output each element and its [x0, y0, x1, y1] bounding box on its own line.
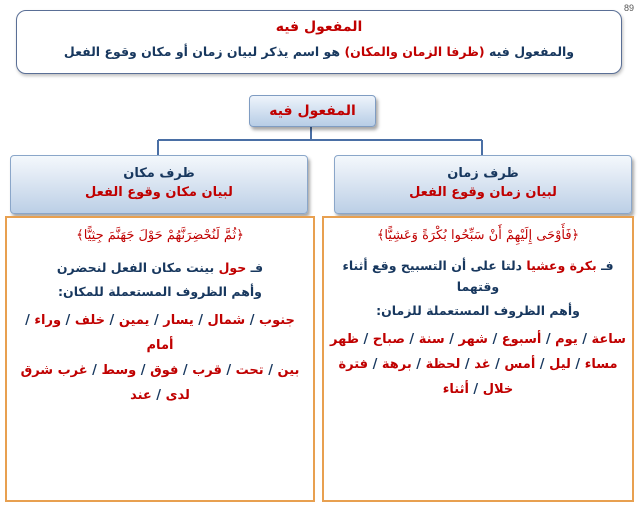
time-explanation-cont: وقتهما	[456, 279, 500, 294]
word-separator: /	[245, 313, 260, 328]
adverb-word: فوق	[150, 363, 179, 378]
adverb-word: أسبوع	[501, 332, 542, 347]
place-explanation	[7, 257, 313, 278]
word-separator: /	[577, 332, 592, 347]
definition-end: هو اسم يذكر لبيان زمان أو مكان وقوع الفعل	[63, 44, 341, 59]
word-separator: /	[404, 332, 419, 347]
word-separator: /	[368, 357, 382, 372]
adverb-word: أمام	[146, 338, 174, 353]
place-words-list	[7, 308, 313, 408]
time-words-line	[330, 327, 626, 352]
word-separator: /	[149, 313, 164, 328]
word-separator: /	[136, 363, 151, 378]
word-separator: /	[221, 363, 236, 378]
place-words-line	[13, 383, 307, 408]
adverb-word: غرب شرق	[20, 363, 88, 378]
place-words-line	[13, 308, 307, 358]
word-separator: /	[358, 332, 373, 347]
adverb-word: يسار	[163, 313, 194, 328]
definition-text	[17, 44, 621, 59]
page-number: 89	[623, 3, 634, 13]
time-adverb-node	[334, 155, 632, 214]
adverb-word: خلال	[482, 382, 514, 397]
adverb-word: ساعة	[591, 332, 626, 347]
time-words-line	[330, 377, 626, 402]
adverb-word: خلف	[74, 313, 106, 328]
place-common-label: وأهم الظروف المستعملة للمكان:	[58, 284, 262, 299]
word-separator: /	[535, 357, 550, 372]
word-separator: /	[468, 382, 483, 397]
adverb-word: بين	[277, 363, 300, 378]
time-explanation	[324, 255, 632, 276]
adverb-word: ليل	[549, 357, 571, 372]
word-separator: /	[411, 357, 426, 372]
place-examples-panel	[5, 216, 315, 502]
definition-highlight: (ظرفا الزمان والمكان)	[344, 44, 485, 59]
time-words-line	[330, 352, 626, 377]
definition-box	[16, 10, 622, 74]
place-adverb-node	[10, 155, 308, 214]
word-separator: /	[263, 363, 278, 378]
adverb-word: يمين	[118, 313, 150, 328]
adverb-word: صباح	[372, 332, 405, 347]
word-separator: /	[151, 388, 166, 403]
place-verse: ﴿ثُمَّ لَنُحْضِرَنَّهُمْ حَوْلَ جَهَنَّمَ جِثِيًّا﴾	[76, 228, 244, 243]
word-separator: /	[61, 313, 75, 328]
adverb-word: مساء	[584, 357, 618, 372]
place-adverb-purpose: لبيان مكان وقوع الفعل	[85, 185, 233, 200]
place-adverb-title: ظرف مكان	[123, 166, 195, 181]
page-title: المفعول فيه	[275, 19, 363, 35]
adverb-word: شمال	[207, 313, 246, 328]
word-separator: /	[460, 357, 475, 372]
time-words-list	[324, 327, 632, 402]
adverb-word: برهة	[381, 357, 412, 372]
time-verse: ﴿فَأَوْحَى إِلَيْهِمْ أَنْ سَبِّحُوا بُكْرَةً وَعَشِيًّا﴾	[376, 228, 580, 243]
definition-start: والمفعول فيه	[488, 44, 575, 59]
place-explain-rest: بينت مكان الفعل لنحضرن	[56, 260, 215, 275]
word-separator: /	[490, 357, 505, 372]
adverb-word: يوم	[555, 332, 578, 347]
word-separator: /	[193, 313, 208, 328]
adverb-word: قرب	[192, 363, 222, 378]
time-adverb-purpose: لبيان زمان وقوع الفعل	[409, 185, 557, 200]
time-explain-prefix: فـ	[601, 258, 614, 273]
adverb-word: شهر	[458, 332, 488, 347]
adverb-word: فترة	[338, 357, 369, 372]
adverb-word: جنوب	[259, 313, 295, 328]
time-examples-panel	[322, 216, 634, 502]
time-explain-words: بكرة وعشيا	[526, 258, 597, 273]
adverb-word: وراء	[34, 313, 62, 328]
word-separator: /	[87, 363, 102, 378]
place-explain-word: حول	[218, 260, 247, 275]
adverb-word: ظهر	[330, 332, 359, 347]
diagram-root-node: المفعول فيه	[249, 95, 376, 127]
word-separator: /	[105, 313, 119, 328]
word-separator: /	[444, 332, 459, 347]
adverb-word: أمس	[504, 357, 536, 372]
adverb-word: أثناء	[442, 382, 469, 397]
adverb-word: غد	[474, 357, 491, 372]
time-common-label: وأهم الظروف المستعملة للزمان:	[376, 303, 580, 318]
adverb-word: عند	[130, 388, 152, 403]
time-adverb-title: ظرف زمان	[447, 166, 519, 181]
word-separator: /	[487, 332, 502, 347]
word-separator: /	[25, 313, 35, 328]
adverb-word: سنة	[418, 332, 445, 347]
adverb-word: تحت	[235, 363, 264, 378]
adverb-word: وسط	[101, 363, 137, 378]
adverb-word: لدى	[165, 388, 190, 403]
place-explain-prefix: فـ	[250, 260, 264, 275]
word-separator: /	[178, 363, 193, 378]
word-separator: /	[570, 357, 585, 372]
place-words-line	[13, 358, 307, 383]
word-separator: /	[541, 332, 556, 347]
time-explain-rest: دلتا على أن التسبيح وقع أثناء	[342, 258, 523, 273]
adverb-word: لحظة	[425, 357, 461, 372]
